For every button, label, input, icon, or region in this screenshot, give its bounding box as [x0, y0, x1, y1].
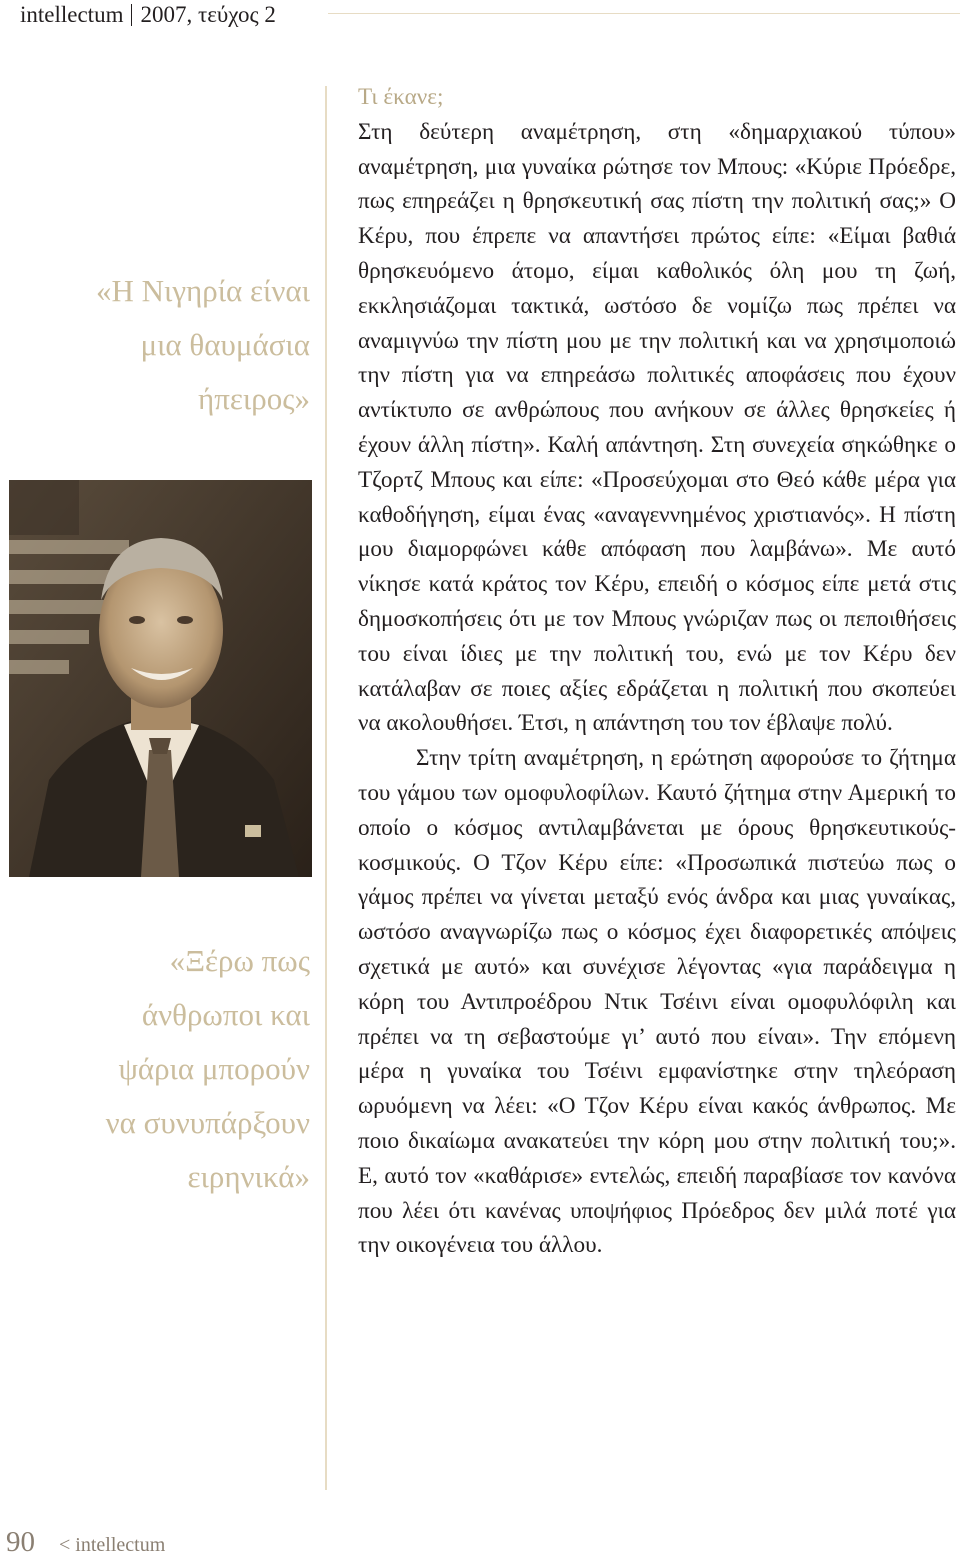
header-rule	[328, 13, 960, 14]
page-number: 90	[6, 1526, 35, 1558]
portrait-photo	[9, 480, 312, 877]
article-body	[358, 80, 956, 1263]
pull-quote-line: μια θαυμάσια	[140, 327, 310, 362]
pull-quote-line: ειρηνικά»	[187, 1159, 310, 1194]
pull-quote-line: ψάρια μπορούν	[118, 1051, 310, 1086]
article-paragraph-1: Στη δεύτερη αναμέτρηση, στη «δημαρχιακού τύπου» αναμέτρηση, μια γυναίκα ρώτησε τον Μπους: «Κύριε Πρόεδρε, πως επηρεάζει η θρησκευτική σας πίστη την πολιτική σας;» Ο Κέρυ, που έπρεπε να απαντήσει πρώτος είπε: «Είμαι βαθιά θρησκευόμενο άτομο, είμαι καθολικός όλη μου τη ζωή, εκκλησιάζομαι τακτικά, ωστόσο δε νομίζω πως πρέπει να αναμιγνύω την πίστη μου με την πολιτική και να χρησιμοποιώ την πίστη για να επηρεάσω πολιτικές αποφάσεις που έχουν αντίκτυπο σε ανθρώπους που ανήκουν σε άλλες θρησκείες ή έχουν άλλη πίστη». Καλή απάντηση. Στη συνεχεία σηκώθηκε ο Τζορτζ Μπους και είπε: «Προσεύχομαι στο Θεό κάθε μέρα για καθοδήγηση, είμαι ένας «αναγεννημένος χριστιανός». Η πίστη μου διαμορφώνει κάθε απόφαση που λαμβάνω». Με αυτό νίκησε κατά κράτος τον Κέρυ, επειδή ο κόσμος είπε μετά στις δημοσκοπήσεις ότι με τον Μπους γνώριζαν πως οι πεποιθήσεις του είναι ίδιες με την πολιτική του, ενώ με τον Κέρυ δεν κατάλαβαν σε ποιες αξίες εδράζεται η πολιτική που σκοπεύει να ακολουθήσει. Έτσι, η απάντηση του τον έβλαψε πολύ.	[358, 118, 956, 737]
section-lead: Τι έκανε;	[358, 84, 444, 110]
pull-quote-line: «Η Νιγηρία είναι	[95, 273, 310, 308]
page-footer	[6, 1526, 165, 1560]
footer-label: < intellectum	[59, 1534, 166, 1556]
article-paragraph-2: Στην τρίτη αναμέτρηση, η ερώτηση αφορούσε το ζήτημα του γάμου των ομοφυλοφίλων. Καυτό ζήτημα στην Αμερική το οποίο ο κόσμος αντιλαμβάνεται με όρους θρησκευτικούς-κοσμικούς. Ο Τζον Κέρυ είπε: «Προσωπικά πιστεύω πως ο γάμος πρέπει να γίνεται μεταξύ ενός άνδρα και μιας γυναίκας, ωστόσο αναγνωρίζω πως ο κόσμος έχει διαφορετικές απόψεις σχετικά με αυτό» και συνέχισε λέγοντας «για παράδειγμα η κόρη του Αντιπροέδρου Ντικ Τσέινι είναι ομοφυλόφιλη και πρέπει να τη σεβαστούμε γι’ αυτό που είναι». Την επόμενη μέρα η γυναίκα του Τσέινι εμφανίστηκε στην τηλεόραση ωρυόμενη να λέει: «Ο Τζον Κέρυ είναι κακός άνθρωπος. Με ποιο δικαίωμα ανακατεύει την κόρη μου στην πολιτική του;». Ε, αυτό τον «καθάρισε» εντελώς, επειδή παραβίασε τον κανόνα που λέει ότι κανένας υποψήφιος Πρόεδρος δεν μιλά ποτέ για την οικογένεια του άλλου.	[358, 745, 956, 1259]
column-divider	[325, 86, 327, 1490]
pull-quote-line: ήπειρος»	[198, 381, 310, 416]
header-divider	[131, 4, 132, 26]
journal-name: intellectum	[20, 2, 124, 27]
pull-quote-line: «Ξέρω πως	[169, 943, 310, 978]
pull-quote-1	[10, 264, 310, 426]
issue-label: 2007, τεύχος 2	[140, 2, 276, 27]
pull-quote-2	[10, 934, 310, 1204]
pull-quote-line: να συνυπάρξουν	[105, 1105, 310, 1140]
running-header	[20, 0, 276, 30]
pull-quote-line: άνθρωποι και	[141, 997, 310, 1032]
portrait-illustration	[9, 480, 312, 877]
